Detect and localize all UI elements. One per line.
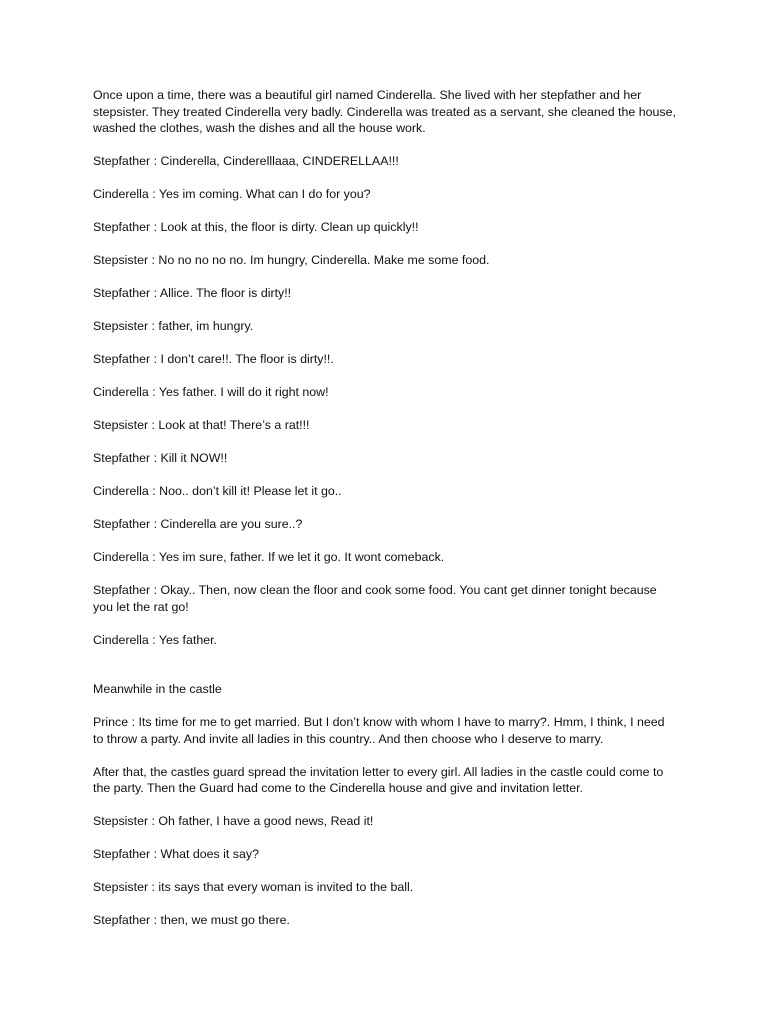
scene-heading: Meanwhile in the castle [93, 682, 222, 696]
dialogue-line: Stepfather : Look at this, the floor is dirty. Clean up quickly!! [93, 220, 419, 234]
dialogue-line: Stepsister : father, im hungry. [93, 319, 254, 333]
dialogue-line: Stepfather : Okay.. Then, now clean the floor and cook some food. You cant get dinner tonight because you let the rat go! [93, 583, 657, 614]
narration-paragraph: Once upon a time, there was a beautiful girl named Cinderella. She lived with her stepfather and her stepsister. They treated Cinderella very badly. Cinderella was treated as a servant, she cleaned the house, washed the clothes, wash the dishes and all the house work. [93, 88, 676, 135]
document-page [93, 87, 678, 945]
dialogue-line: Stepfather : Allice. The floor is dirty!! [93, 286, 292, 300]
dialogue-line: Stepfather : Kill it NOW!! [93, 451, 228, 465]
dialogue-line: Cinderella : Yes father. I will do it right now! [93, 385, 329, 399]
dialogue-line: Cinderella : Yes im sure, father. If we let it go. It wont comeback. [93, 550, 445, 564]
narration-paragraph: After that, the castles guard spread the invitation letter to every girl. All ladies in the castle could come to the party. Then the Guard had come to the Cinderella house and give and invitation letter. [93, 764, 664, 795]
dialogue-line: Cinderella : Noo.. don’t kill it! Please let it go.. [93, 484, 342, 498]
dialogue-line: Stepsister : Look at that! There’s a rat!!! [93, 418, 310, 432]
dialogue-line: Stepfather : I don’t care!!. The floor is dirty!!. [93, 352, 334, 366]
dialogue-line: Stepfather : Cinderella are you sure..? [93, 517, 303, 531]
dialogue-line: Stepfather : Cinderella, Cinderelllaaa, CINDERELLAA!!! [93, 154, 399, 168]
dialogue-line: Stepsister : No no no no no. Im hungry, Cinderella. Make me some food. [93, 253, 490, 267]
dialogue-line: Stepsister : Oh father, I have a good news, Read it! [93, 814, 374, 828]
dialogue-line: Prince : Its time for me to get married. But I don’t know with whom I have to marry?. Hmm, I think, I need to throw a party. And invite all ladies in this country.. And then choose who I deserve to marry. [93, 715, 665, 746]
dialogue-line: Stepfather : What does it say? [93, 847, 259, 861]
dialogue-line: Stepfather : then, we must go there. [93, 913, 290, 927]
dialogue-line: Cinderella : Yes im coming. What can I do for you? [93, 187, 371, 201]
dialogue-line: Cinderella : Yes father. [93, 632, 217, 647]
dialogue-line: Stepsister : its says that every woman is invited to the ball. [93, 880, 414, 894]
